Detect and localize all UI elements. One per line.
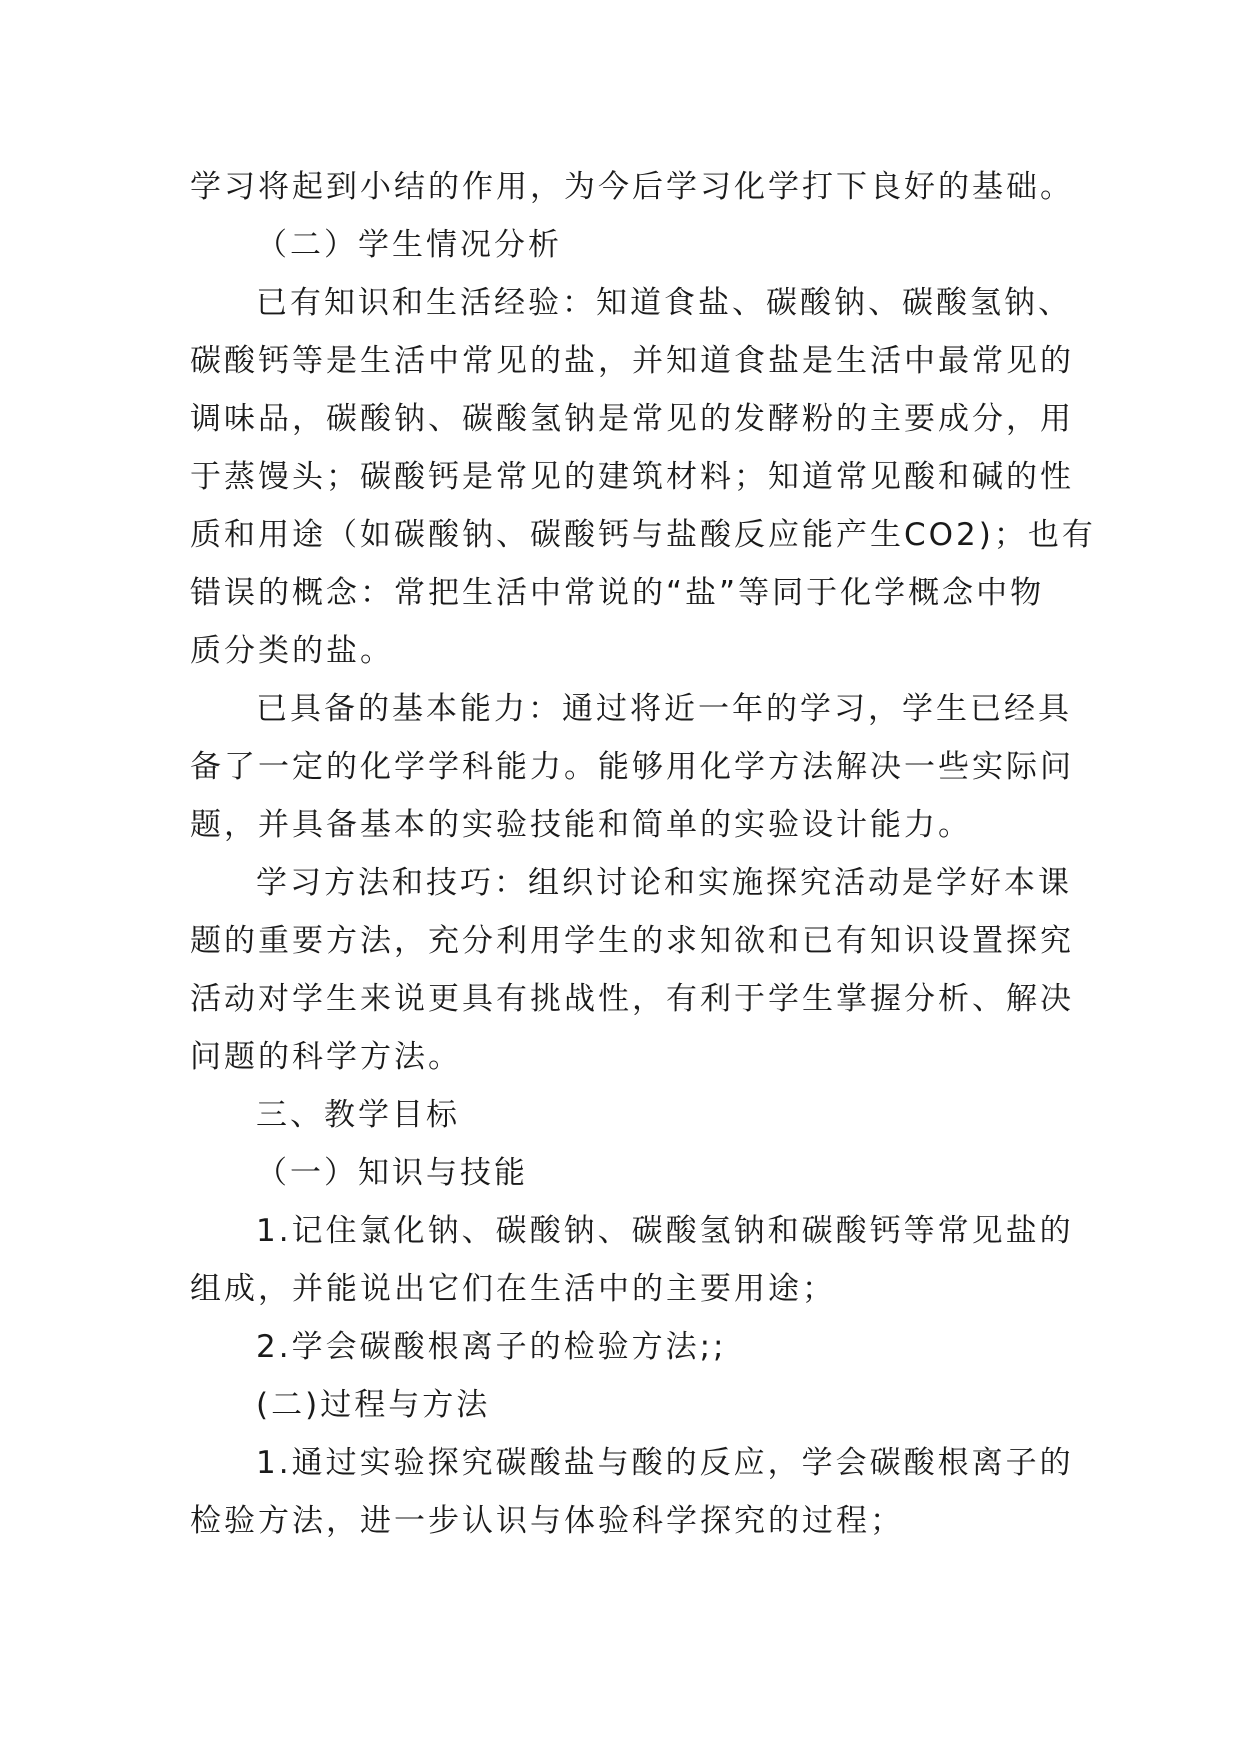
paragraph-line: 问题的科学方法。 [190, 1039, 462, 1075]
paragraph-line: 检验方法，进一步认识与体验科学探究的过程； [190, 1503, 904, 1539]
list-item: 2.学会碳酸根离子的检验方法;; [256, 1329, 727, 1365]
paragraph-line: 已有知识和生活经验：知道食盐、碳酸钠、碳酸氢钠、 [256, 285, 1072, 321]
section-heading: （二）学生情况分析 [256, 227, 562, 263]
paragraph-line: 题，并具备基本的实验技能和简单的实验设计能力。 [190, 807, 972, 843]
paragraph-line: 质分类的盐。 [190, 633, 394, 669]
paragraph-line: 备了一定的化学学科能力。能够用化学方法解决一些实际问 [190, 749, 1074, 785]
paragraph-line: 已具备的基本能力：通过将近一年的学习，学生已经具 [256, 691, 1072, 727]
document-body [190, 158, 1096, 1550]
list-item: 1.记住氯化钠、碳酸钠、碳酸氢钠和碳酸钙等常见盐的 [256, 1213, 1074, 1249]
paragraph-line: 碳酸钙等是生活中常见的盐，并知道食盐是生活中最常见的 [190, 343, 1074, 379]
paragraph-line: 错误的概念：常把生活中常说的“盐”等同于化学概念中物 [190, 575, 1045, 611]
paragraph-line: 学习将起到小结的作用，为今后学习化学打下良好的基础。 [190, 169, 1074, 205]
section-heading: （一）知识与技能 [256, 1155, 528, 1191]
paragraph-line: 组成，并能说出它们在生活中的主要用途； [190, 1271, 836, 1307]
paragraph-line: 于蒸馒头；碳酸钙是常见的建筑材料；知道常见酸和碱的性 [190, 459, 1074, 495]
paragraph-line: 调味品，碳酸钠、碳酸氢钠是常见的发酵粉的主要成分，用 [190, 401, 1074, 437]
paragraph-line: 质和用途（如碳酸钠、碳酸钙与盐酸反应能产生CO2)；也有 [190, 517, 1096, 553]
list-item: 1.通过实验探究碳酸盐与酸的反应，学会碳酸根离子的 [256, 1445, 1074, 1481]
paragraph-line: 题的重要方法，充分利用学生的求知欲和已有知识设置探究 [190, 923, 1074, 959]
section-heading: (二)过程与方法 [256, 1387, 491, 1423]
section-heading: 三、教学目标 [256, 1097, 460, 1133]
paragraph-line: 学习方法和技巧：组织讨论和实施探究活动是学好本课 [256, 865, 1072, 901]
paragraph-line: 活动对学生来说更具有挑战性，有利于学生掌握分析、解决 [190, 981, 1074, 1017]
